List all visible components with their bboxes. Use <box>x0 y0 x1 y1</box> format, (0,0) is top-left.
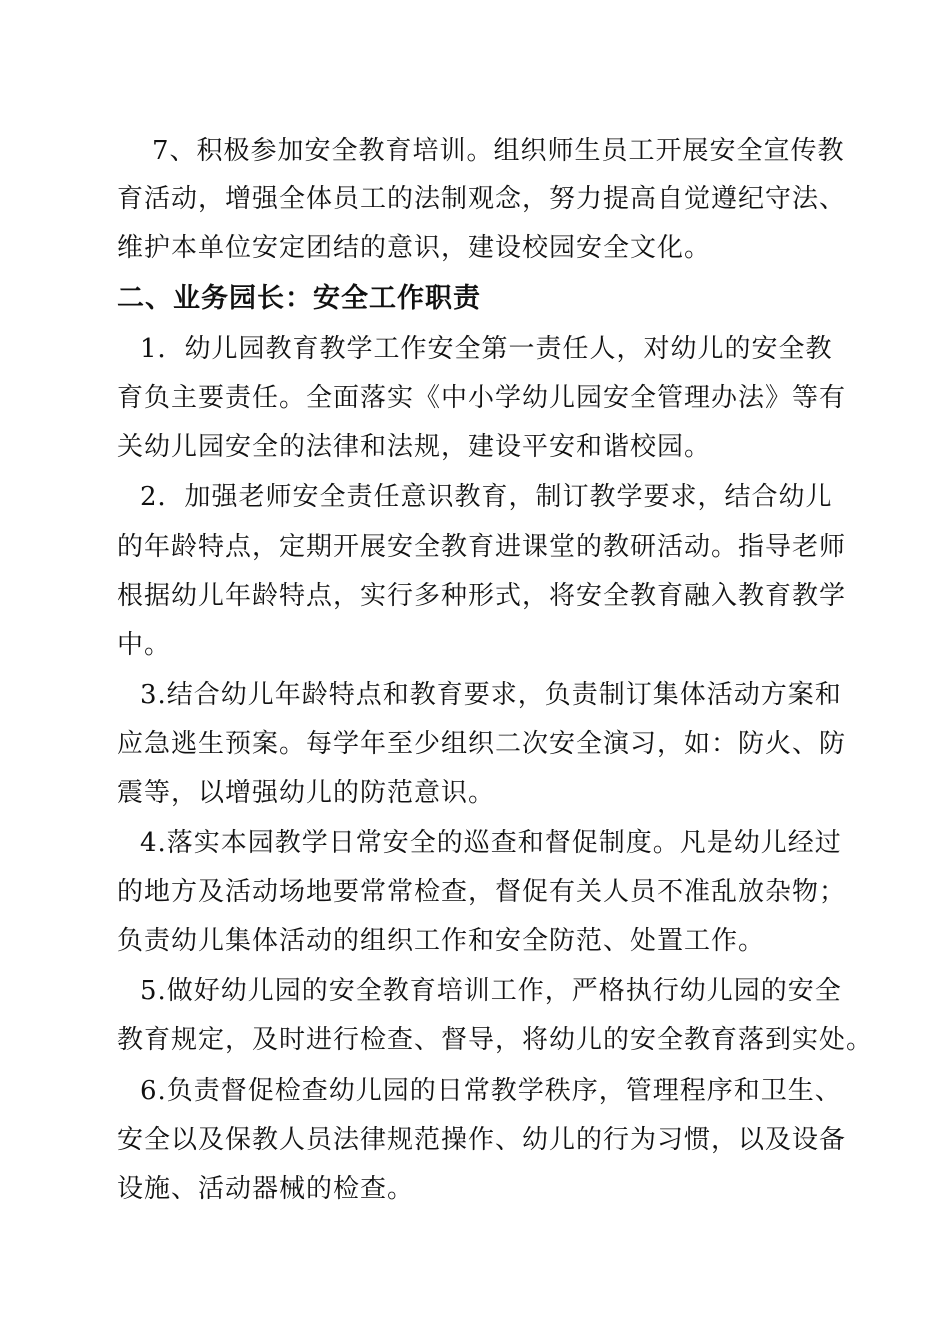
item-2-line-1: 2．加强老师安全责任意识教育，制订教学要求，结合幼儿 <box>140 482 833 512</box>
item-5-line-1: 5.做好幼儿园的安全教育培训工作，严格执行幼儿园的安全 <box>140 976 842 1006</box>
item-2-line-4: 中。 <box>117 630 172 660</box>
item-6-line-2: 安全以及保教人员法律规范操作、幼儿的行为习惯，以及设备 <box>117 1125 847 1155</box>
item-1-line-2: 育负主要责任。全面落实《中小学幼儿园安全管理办法》等有 <box>117 383 847 413</box>
section-heading: 二、业务园长：安全工作职责 <box>117 283 481 314</box>
item-1-line-1: 1．幼儿园教育教学工作安全第一责任人，对幼儿的安全教 <box>140 334 833 364</box>
item-6-line-1: 6.负责督促检查幼儿园的日常教学秩序，管理程序和卫生、 <box>140 1076 842 1106</box>
item-4-line-3: 负责幼儿集体活动的组织工作和安全防范、处置工作。 <box>117 926 766 956</box>
item-2-line-3: 根据幼儿年龄特点，实行多种形式，将安全教育融入教育教学 <box>117 581 847 611</box>
paragraph-7-line-2: 育活动，增强全体员工的法制观念，努力提高自觉遵纪守法、 <box>117 184 847 214</box>
item-5-line-2: 教育规定，及时进行检查、督导，将幼儿的安全教育落到实处。 <box>117 1025 874 1055</box>
item-4-line-1: 4.落实本园教学日常安全的巡查和督促制度。凡是幼儿经过 <box>140 828 842 858</box>
paragraph-7-line-3: 维护本单位安定团结的意识，建设校园安全文化。 <box>117 233 712 263</box>
item-6-line-3: 设施、活动器械的检查。 <box>117 1174 415 1204</box>
item-3-line-1: 3.结合幼儿年龄特点和教育要求，负责制订集体活动方案和 <box>140 680 842 710</box>
item-3-line-3: 震等，以增强幼儿的防范意识。 <box>117 778 496 808</box>
item-3-line-2: 应急逃生预案。每学年至少组织二次安全演习，如：防火、防 <box>117 729 847 759</box>
item-1-line-3: 关幼儿园安全的法律和法规，建设平安和谐校园。 <box>117 432 712 462</box>
item-4-line-2: 的地方及活动场地要常常检查，督促有关人员不准乱放杂物； <box>117 877 847 907</box>
paragraph-7-line-1: 7、积极参加安全教育培训。组织师生员工开展安全宣传教 <box>152 136 845 166</box>
item-2-line-2: 的年龄特点，定期开展安全教育进课堂的教研活动。指导老师 <box>117 532 847 562</box>
